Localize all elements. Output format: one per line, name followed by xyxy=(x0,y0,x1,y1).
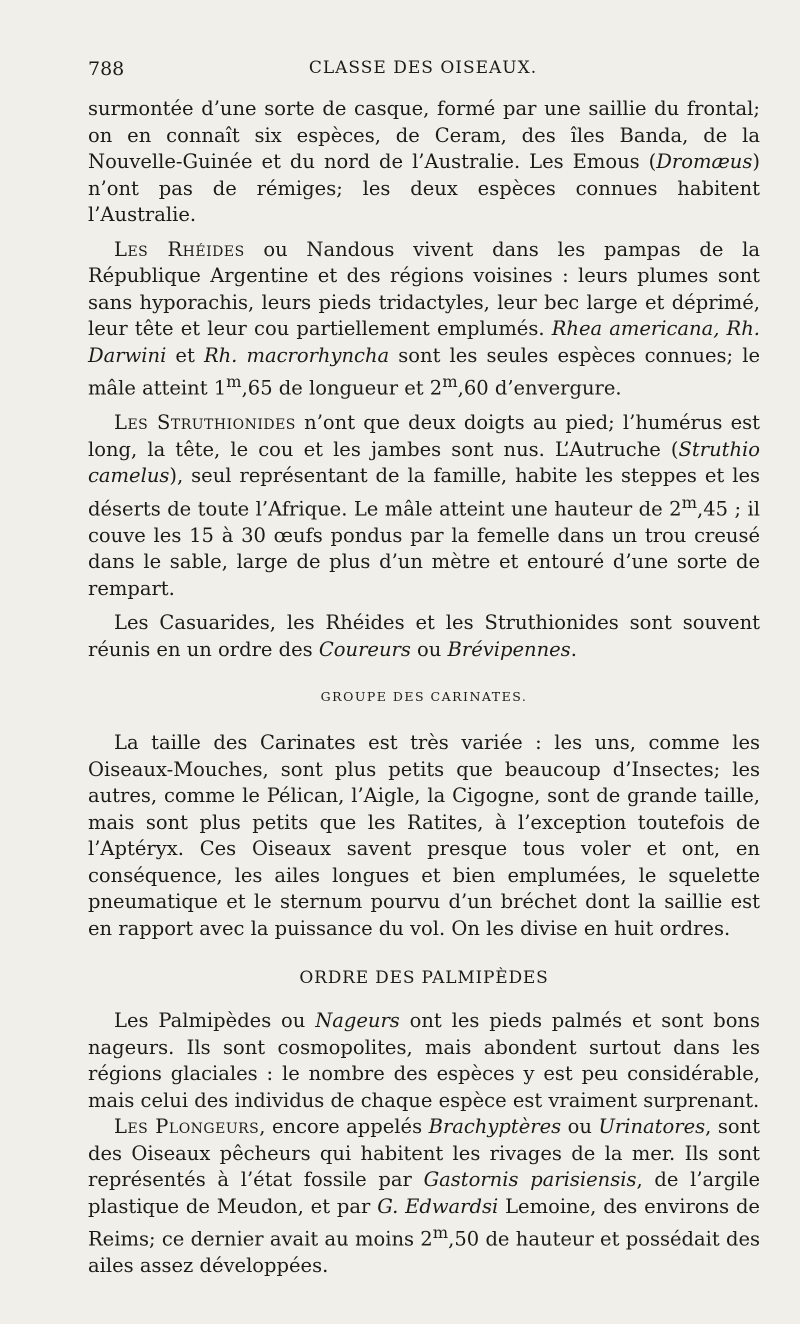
paragraph-plongeurs: Les Plongeurs, encore appelés Brachyptères ou Urinatores, sont des Oiseaux pêcheurs qui habitent les rivages de la mer. Ils sont représentés à l’état fossile par Gastornis parisiensis, de l’argile plastique de Meudon, et par G. Edwardsi Lemoine, des environs de Reims; ce dernier avait au moins 2$^m$,50 de hauteur et possédait des ailes assez développées. xyxy=(88,1115,760,1277)
paragraph-struthionides: Les Struthionides n’ont que deux doigts au pied; l’humérus est long, la tête, le cou et les jambes sont nus. L’Autruche (Struthio camelus), seul représentant de la famille, habite les steppes et les déserts de toute l’Afrique. Le mâle atteint une hauteur de 2$^m$,45 ; il couve les 15 à 30 œufs pondus par la femelle dans un trou creusé dans le sable, large de plus d’un mètre et entouré d’une sorte de rempart. xyxy=(88,411,760,600)
taxon-name: Struthio camelus xyxy=(88,437,760,487)
paragraph-coureurs: Les Casuarides, les Rhéides et les Struthionides sont souvent réunis en un ordre des Coureurs ou Brévipennes. xyxy=(88,611,760,661)
taxon-name: Rh. macrorhyncha xyxy=(203,343,390,367)
page-header xyxy=(88,58,758,84)
taxon-name: Dromæus xyxy=(656,150,753,173)
taxon-name: Rhea americana, Rh. Darwini xyxy=(88,317,760,367)
taxon-name: Urinatores xyxy=(598,1115,706,1138)
page-body xyxy=(88,96,760,1280)
taxon-name: Nageurs xyxy=(315,1009,400,1032)
paragraph-palmipedes: Les Palmipèdes ou Nageurs ont les pieds palmés et sont bons nageurs. Ils sont cosmopolites, mais abondent surtout dans les régions glaciales : le nombre des espèces y est peu considérable, mais celui des individus de chaque espèce est vraiment surprenant. xyxy=(88,1009,760,1112)
section-heading-palmipedes: ORDRE DES PALMIPÈDES xyxy=(299,968,549,988)
family-name: Les Rhéides xyxy=(114,237,245,261)
section-heading-carinates: GROUPE DES CARINATES. xyxy=(320,689,528,704)
family-name: Les Struthionides xyxy=(114,411,296,434)
taxon-name: Brévipennes xyxy=(447,637,571,661)
taxon-name: G. Edwardsi xyxy=(377,1194,499,1218)
taxon-name: Gastornis parisiensis xyxy=(423,1168,637,1191)
running-title: CLASSE DES OISEAUX. xyxy=(308,58,538,78)
page-number: 788 xyxy=(88,58,125,80)
taxon-name: Brachyptères xyxy=(428,1115,562,1138)
taxon-name: Coureurs xyxy=(318,637,411,661)
paragraph-rheides: Les Rhéides ou Nandous vivent dans les pampas de la République Argentine et des régions voisines : leurs plumes sont sans hyporachis, leurs pieds tridactyles, leur bec large et déprimé, leur tête et leur cou partiellement emplumés. Rhea americana, Rh. Darwini et Rh. macrorhyncha sont les seules espèces connues; le mâle atteint 1$^m$,65 de longueur et 2$^m$,60 d’envergure. xyxy=(88,237,760,400)
family-name: Les Plongeurs xyxy=(114,1115,260,1138)
paragraph-carinates: La taille des Carinates est très variée : les uns, comme les Oiseaux-Mouches, sont plus petits que beaucoup d’Insectes; les autres, comme le Pélican, l’Aigle, la Cigogne, sont de grande taille, mais sont plus petits que les Ratites, à l’exception toutefois de l’Aptéryx. Ces Oiseaux savent presque tous voler et ont, en conséquence, les ailes longues et bien emplumées, le squelette pneumatique et le sternum pourvu d’un bréchet dont la saillie est en rapport avec la puissance du vol. On les divise en huit ordres. xyxy=(88,731,760,940)
paragraph-casoars: surmontée d’une sorte de casque, formé par une saillie du frontal; on en connaît six espèces, de Ceram, des îles Banda, de la Nouvelle-Guinée et du nord de l’Australie. Les Emous (Dromæus) n’ont pas de rémiges; les deux espèces connues habitent l’Australie. xyxy=(88,97,760,226)
